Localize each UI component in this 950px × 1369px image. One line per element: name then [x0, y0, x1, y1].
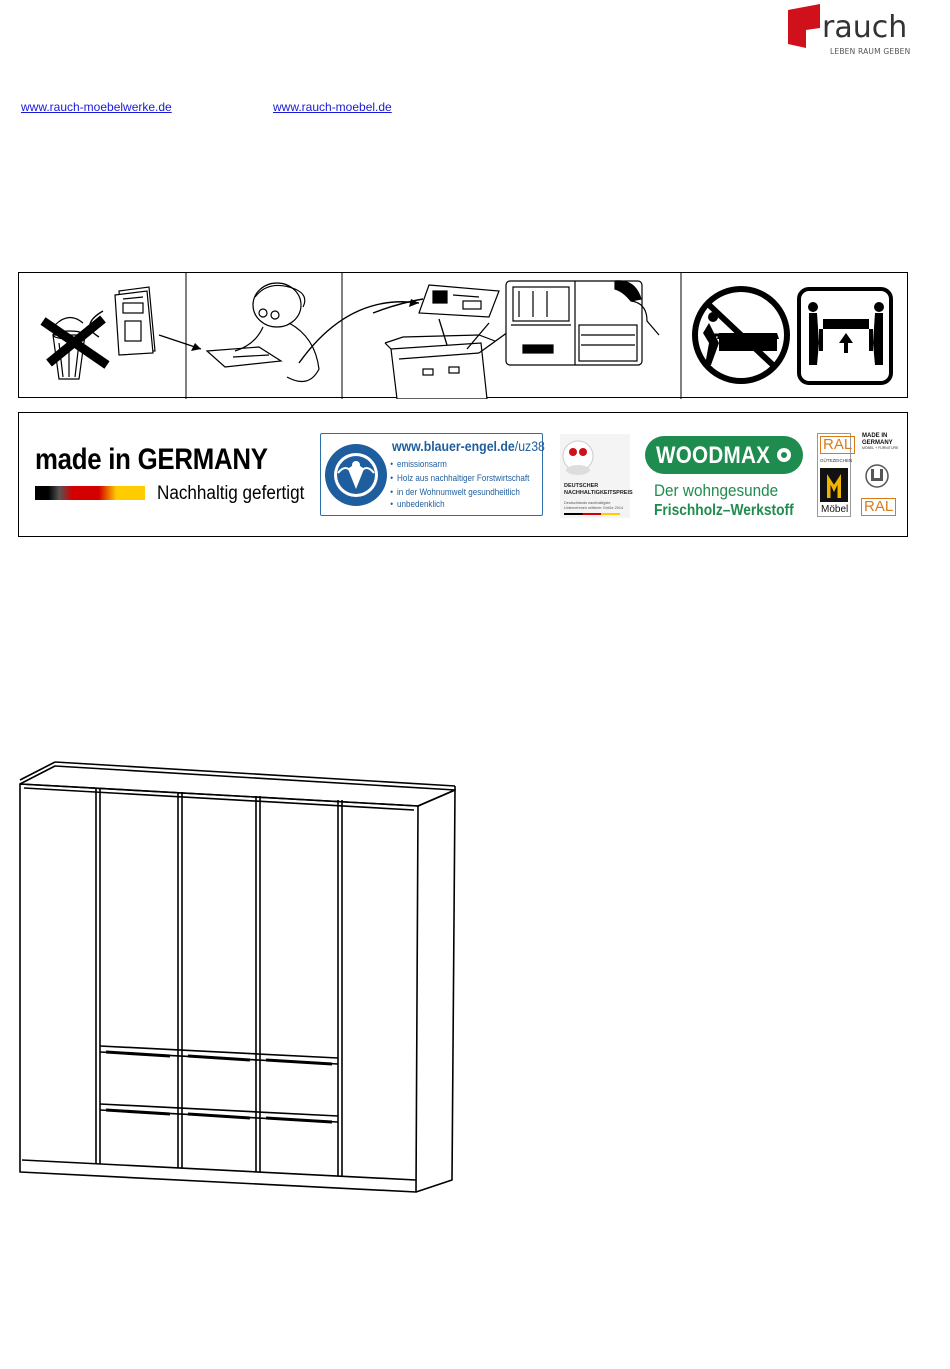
website-link-moebel[interactable]: www.rauch-moebel.de	[273, 100, 392, 114]
instruction-illustrations	[19, 273, 909, 399]
folder-icon	[385, 335, 495, 399]
woodmax-dot-icon	[777, 448, 791, 462]
certificates-panel	[18, 412, 908, 537]
brand-tagline: LEBEN RAUM GEBEN	[830, 47, 911, 56]
blauer-engel-badge	[320, 433, 543, 516]
moebel-m-icon	[820, 468, 848, 502]
brand-logo-mark	[786, 2, 826, 48]
blauer-engel-point: • Holz aus nachhaltiger Forstwirtschaft	[397, 473, 529, 484]
no-push-icon	[695, 289, 787, 381]
blauer-engel-point: • in der Wohnumwelt gesundheitlich	[397, 487, 520, 498]
ral-mig-title: MADE IN GERMANY	[862, 433, 893, 446]
manual-sheet-icon	[115, 287, 155, 355]
document-sheet-icon	[419, 285, 499, 317]
brand-name: rauch	[822, 10, 908, 45]
wardrobe-illustration	[0, 740, 480, 1210]
blauer-engel-point: • emissionsarm	[397, 459, 447, 470]
website-link-moebelwerke[interactable]: www.rauch-moebelwerke.de	[21, 100, 172, 114]
instruction-sheet-icon	[506, 281, 659, 365]
blauer-engel-icon	[324, 443, 388, 507]
germany-flag-bar	[35, 486, 145, 500]
person-reading-icon	[207, 283, 319, 382]
wardrobe-drawing	[0, 740, 480, 1210]
award-trophy-icon	[560, 434, 630, 482]
nachhaltigkeitspreis-badge	[560, 434, 633, 518]
made-in-germany-subtitle: Nachhaltig gefertigt	[157, 483, 305, 504]
ral-guetezeichen: GÜTEZEICHEN	[820, 458, 853, 463]
ral-label: RAL	[820, 436, 855, 454]
woodmax-material: Frischholz–Werkstoff	[654, 502, 794, 519]
germany-flag-bar	[564, 513, 620, 515]
lift-to-move-icon	[799, 289, 891, 383]
instruction-strip	[18, 272, 908, 398]
ral-mig-subtitle: MÖBEL + FURNITURE	[862, 446, 899, 450]
woodmax-logo	[645, 436, 803, 474]
cross-icon	[43, 319, 107, 365]
ral-label: RAL	[861, 498, 896, 516]
ral-made-in-germany-badge	[860, 433, 899, 519]
quality-seal-icon	[862, 463, 892, 489]
made-in-germany-title: made in GERMANY	[35, 443, 268, 476]
blauer-engel-point-continued: • unbedenklich	[397, 499, 445, 510]
moebel-label: Möbel	[821, 504, 849, 515]
nachhaltigkeitspreis-title: DEUTSCHER NACHHALTIGKEITSPREIS	[564, 483, 633, 496]
ral-moebel-badge	[817, 433, 851, 517]
woodmax-tagline: Der wohngesunde	[654, 481, 779, 500]
nachhaltigkeitspreis-subtitle: Deutschlands nachhaltigste Unternehmen mittlerer Größe 2014	[564, 501, 624, 510]
blauer-engel-url: www.blauer-engel.de/uz38	[392, 438, 545, 454]
woodmax-label: WOODMAX	[656, 442, 771, 469]
